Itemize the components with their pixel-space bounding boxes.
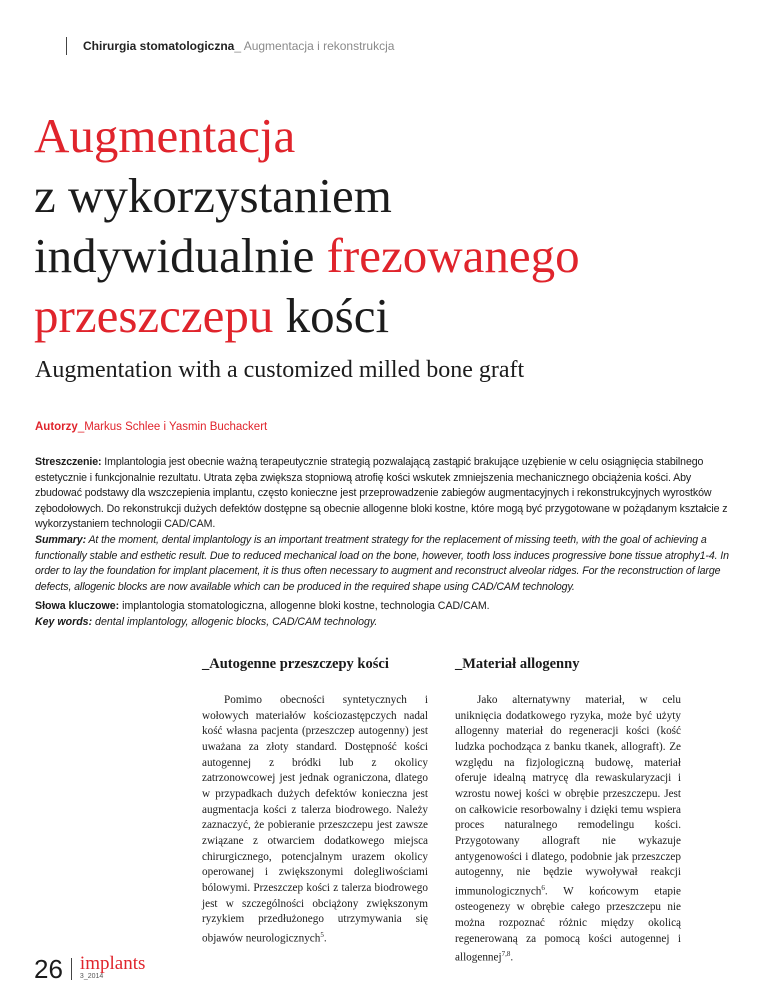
- header-divider: [66, 37, 67, 55]
- title-line-3-end: frezowanego: [326, 228, 580, 283]
- title-line-1: Augmentacja: [34, 108, 296, 163]
- citation-7-8: 7,8: [501, 950, 511, 959]
- issue-number: 3_2014: [79, 973, 104, 980]
- authors-names: _Markus Schlee i Yasmin Buchackert: [77, 421, 268, 433]
- title-line-4-end: kości: [273, 288, 390, 343]
- citation-6: 6: [541, 883, 545, 892]
- keywords-pl-label: Słowa kluczowe:: [35, 600, 120, 612]
- citation-5: 5: [320, 930, 324, 939]
- keywords: [35, 599, 735, 630]
- title-line-3-start: indywidualnie: [34, 228, 327, 283]
- paragraph-autogenous-text: Pomimo obecności syntetycznych i wołowych materiałów kościozastępczych nadal kość własna pacjenta (przeszczep autogenny) jest uważana za złoty standard. Dostępność kości autogennej z bródki lub z okolicy zatrzonowcowej jest jednak ograniczona, dlatego w przypadkach dużych defektów konieczna jest augmentacja kości z talerza biodrowego. Należy zaznaczyć, że pobieranie przeszczepu jest zawsze związane z otwarciem dodatkowego miejsca chirurgicznego, potencjalnym urazem okolicy operowanej i zwiększonymi dolegliwościami bólowymi. Przeszczep kości z talerza biodrowego jest w szczególności obciążony zwiększonym ryzykiem przedłużonego utrzymywania się objawów neurologicznych: [202, 694, 428, 945]
- abstract-pl: [35, 455, 735, 533]
- article-subtitle: Augmentation with a customized milled bone graft: [35, 357, 525, 383]
- paragraph-autogenous: [202, 693, 428, 947]
- page-number: 26: [34, 954, 63, 984]
- authors-line: [35, 421, 267, 433]
- title-line-4-start: przeszczepu: [34, 288, 274, 343]
- running-header: [66, 36, 394, 56]
- subsection-label: _ Augmentacja i rekonstrukcja: [234, 39, 395, 53]
- column-allogenic: [455, 656, 681, 967]
- abstract-en-text: At the moment, dental implantology is an important treatment strategy for the replacement of missing teeth, with the goal of achieving a functionally stable and esthetic result. Due to reduced mechanical load on the bone, however, tooth loss induces progressive bone tissue atrophy1-4. In order to lay the foundation for implant placement, it is thus often necessary to augment and reconstruct alveolar ridges. For the reconstruction of large defects, allogenic blocks are now available which can be produced in the required shape using CAD/CAM technology.: [35, 533, 729, 593]
- magazine-logo: [80, 955, 145, 981]
- section-label: Chirurgia stomatologiczna: [83, 39, 235, 53]
- article-title: [34, 106, 754, 346]
- abstract: [35, 455, 735, 595]
- paragraph-end: .: [323, 932, 327, 945]
- keywords-pl-text: implantologia stomatologiczna, allogenne bloki kostne, technologia CAD/CAM.: [119, 600, 490, 612]
- paragraph-allogenic: [455, 693, 681, 967]
- keywords-en-text: dental implantology, allogenic blocks, CAD/CAM technology.: [92, 615, 378, 628]
- authors-label: Autorzy: [35, 421, 78, 433]
- abstract-en: [35, 533, 735, 595]
- abstract-en-label: Summary:: [35, 533, 87, 546]
- footer-divider: [71, 958, 72, 980]
- section-heading-autogenous: _Autogenne przeszczepy kości: [202, 656, 389, 672]
- keywords-pl: [35, 599, 735, 615]
- abstract-pl-label: Streszczenie:: [35, 456, 102, 468]
- magazine-name: implants: [79, 953, 146, 974]
- paragraph-allogenic-text-a: Jako alternatywny materiał, w celu uniknięcia dodatkowego ryzyka, może być użyty allogenny materiał do regeneracji kości (kość ludzka pochodząca z banku tkanek, allograft). Ze względu na fizjologiczną budowę, materiał oferuje idealną matrycę dla rewaskularyzacji i wzrostu nowej kości w obrębie przeszczepu. Jest on całkowicie resorbowalny i dzięki temu wspiera proces naturalnego remodelingu kości. Przygotowany allograft nie wykazuje antygenowości i dlatego, podobnie jak przeszczep autogenny, nie będzie wywoływał reakcji immunologicznych: [455, 694, 681, 898]
- title-line-2: z wykorzystaniem: [34, 168, 392, 223]
- paragraph-allogenic-text-b: . W końcowym etapie osteogenezy w obrębie całego przeszczepu nie można rozpoznać różnic między okolicą regenerowaną za pomocą kości autogennej i allogennej: [455, 885, 681, 964]
- section-heading-allogenic: _Materiał allogenny: [455, 656, 580, 672]
- keywords-en: [35, 615, 735, 631]
- paragraph-end: .: [510, 951, 514, 964]
- column-autogenous: [202, 656, 428, 947]
- keywords-en-label: Key words:: [35, 615, 93, 628]
- page-footer: [34, 942, 145, 982]
- abstract-pl-text: Implantologia jest obecnie ważną terapeutycznie strategią pozwalającą zastąpić brakujące uzębienie w celu osiągnięcia stabilnego estetycznie i funkcjonalnie rezultatu. Utrata zęba zwiększa stopniową atrofię kości wskutek zmniejszenia mechanicznego obciążenia kości. Aby zbudować podstawy dla wszczepienia implantu, często konieczne jest przeprowadzenie zabiegów augmentacyjnych i rekonstrukcyjnych wyrostków zębodołowych. Do rekonstrukcji dużych defektów dostępne są obecnie allogenne bloki kostne, które mogą być przygotowane w pożądanym kształcie z wykorzystaniem technologii CAD/CAM.: [35, 456, 728, 531]
